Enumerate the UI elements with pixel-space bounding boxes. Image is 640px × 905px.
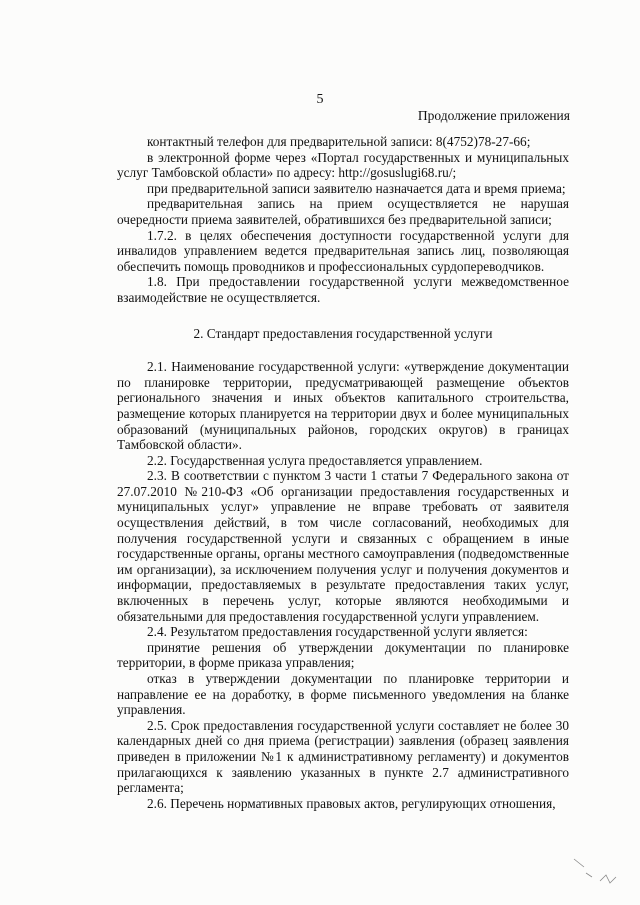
paragraph-2-3: 2.3. В соответствии с пунктом 3 части 1 статьи 7 Федерального закона от 27.07.2010 №210-ФЗ «Об организации предоставления государственных и муниципальных услуг» управление не вправе требовать от заявителя осуществления действий, в том числе согласований, необходимых для получения государственной услуги и связанных с обращением в иные государственные органы, органы местного самоуправления (подведомственные им организации), за исключением получения услуг и получения документов и информации, предоставляемых в результате предоставления таких услуг, включенных в перечень услуг, которые являются необходимыми и обязательными для предоставления государственной услуги управлением.: [117, 468, 569, 624]
paragraph-phone: контактный телефон для предварительной записи: 8(4752)78-27-66;: [147, 134, 531, 149]
paragraph-2-4-approval: принятие решения об утверждении документации по планировке территории, в форме приказа управления;: [117, 639, 569, 671]
paragraph-1-8: 1.8. При предоставлении государственной услуги межведомственное взаимодействие не осуществляется.: [117, 274, 569, 305]
continuation-note: Продолжение приложения: [417, 108, 570, 123]
paragraph-2-4-refusal: отказ в утверждении документации по планировке территории и направление ее на доработку, в форме письменного уведомления на бланке управления.: [117, 671, 569, 718]
paragraph-2-5: 2.5. Срок предоставления государственной услуги составляет не более 30 календарных дней со дня приема (регистрации) заявления (образец заявления приведен в приложении №1 к административному регламенту) и документов прилагающихся к заявлению указанных в пункте 2.7 административного регламента;: [117, 717, 569, 796]
paragraph-2-6: 2.6. Перечень нормативных правовых актов, регулирующих отношения,: [147, 795, 556, 811]
scan-mark-icon: [566, 851, 626, 891]
paragraph-2-1: 2.1. Наименование государственной услуги: «утверждение документации по планировке территории, предусматривающей размещение объектов регионального значения и иных объектов капитального строительства, размещение которых планируется на территории двух и более муниципальных образований (муниципальных районов, городских округов) в границах Тамбовской области».: [117, 359, 569, 453]
paragraph-appointment-date: при предварительной записи заявителю назначается дата и время приема;: [147, 180, 566, 196]
paragraph-1-7-2: 1.7.2. в целях обеспечения доступности государственной услуги для инвалидов управлением ведется предварительная запись лиц, позволяющая обеспечить помощь проводников и профессиональных сурдопереводчиков.: [117, 227, 569, 274]
page-number: 5: [316, 92, 324, 107]
paragraph-portal: в электронной форме через «Портал государственных и муниципальных услуг Тамбовской области» по адресу: http://gosuslugi68.ru/;: [117, 149, 569, 181]
paragraph-2-2: 2.2. Государственная услуга предоставляется управлением.: [147, 452, 483, 468]
section-heading: 2. Стандарт предоставления государственной услуги: [193, 325, 493, 341]
body-text: [117, 134, 569, 811]
paragraph-2-4: 2.4. Результатом предоставления государственной услуги является:: [147, 624, 528, 640]
paragraph-queue: предварительная запись на прием осуществляется не нарушая очередности приема заявителей, обратившихся без предварительной записи;: [117, 196, 569, 227]
